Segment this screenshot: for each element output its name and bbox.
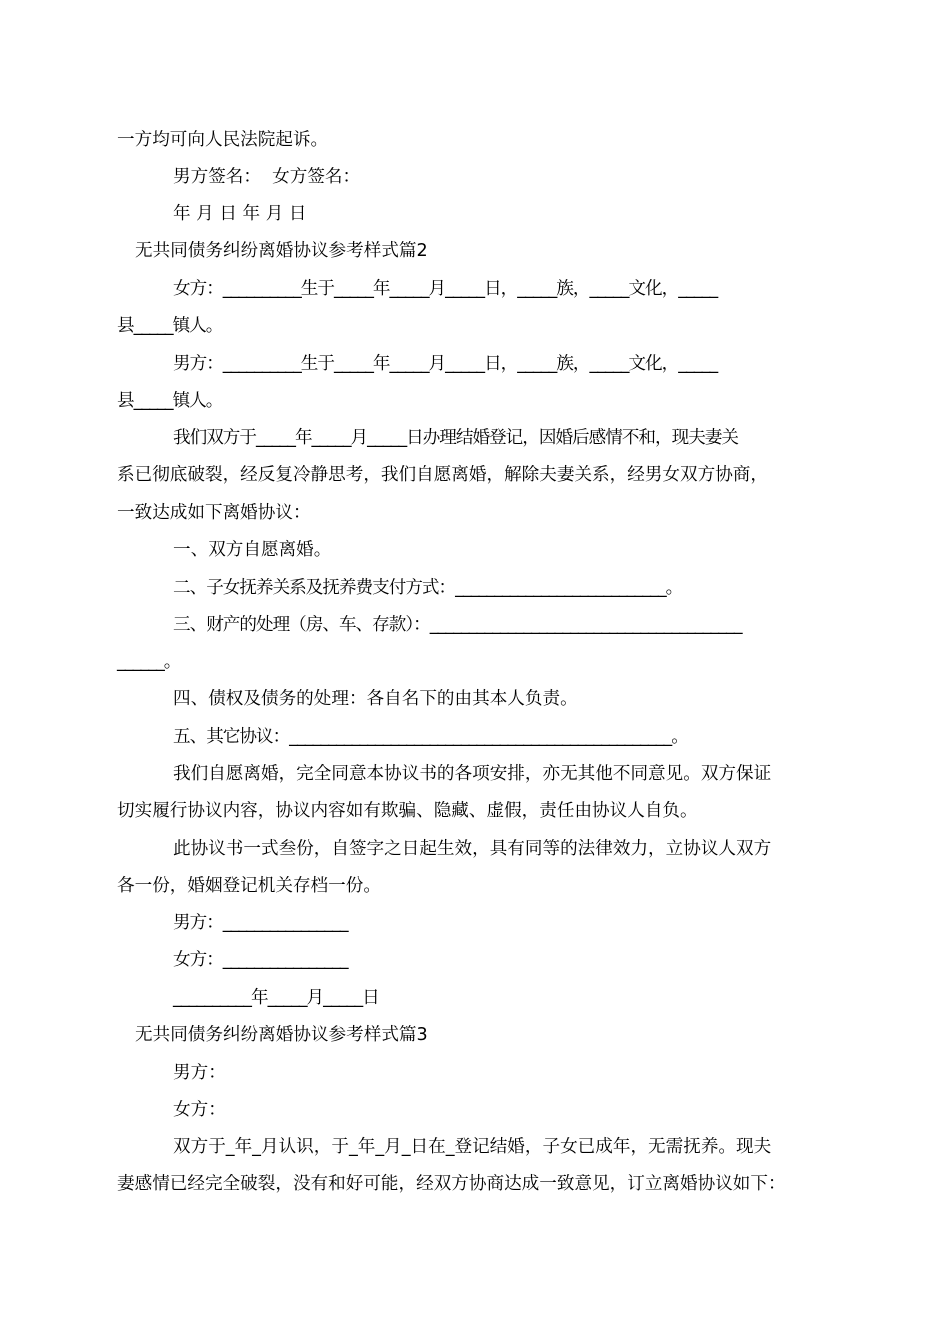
- text-line: 妻感情已经完全破裂，没有和好可能，经双方协商达成一致意见，订立离婚协议如下：: [117, 1174, 786, 1194]
- text-line: 我们双方于_____年_____月_____日办理结婚登记，因婚后感情不和，现夫妻关: [173, 428, 738, 448]
- text-line: 切实履行协议内容，协议内容如有欺骗、隐藏、虚假，责任由协议人自负。: [117, 801, 698, 821]
- clause-line: 五、其它协议：_________________________________________________。: [173, 727, 688, 747]
- section-title: 无共同债务纠纷离婚协议参考样式篇3: [135, 1025, 428, 1045]
- text-line: 女方：: [173, 1100, 226, 1120]
- signature-line: 男方签名： 女方签名：: [173, 167, 361, 187]
- date-line: __________年_____月_____日: [173, 988, 379, 1008]
- section-title: 无共同债务纠纷离婚协议参考样式篇2: [135, 241, 428, 261]
- text-line: 双方于_年_月认识，于_年_月_日在_登记结婚，子女已成年，无需抚养。现夫: [173, 1137, 772, 1157]
- text-line: 一致达成如下离婚协议：: [117, 503, 311, 523]
- clause-line: 一、双方自愿离婚。: [173, 540, 332, 560]
- text-line: 一方均可向人民法院起诉。: [117, 130, 329, 150]
- text-line: 县_____镇人。: [117, 316, 223, 336]
- clause-line: 四、债权及债务的处理：各自名下的由其本人负责。: [173, 689, 578, 709]
- signature-line: 女方：________________: [173, 950, 348, 970]
- text-line: 男方：: [173, 1063, 226, 1083]
- text-line: 县_____镇人。: [117, 391, 223, 411]
- clause-line: 二、子女抚养关系及抚养费支付方式：___________________________。: [173, 578, 683, 598]
- text-line: 各一份，婚姻登记机关存档一份。: [117, 876, 381, 896]
- text-line: ______。: [117, 652, 181, 672]
- text-line: 我们自愿离婚，完全同意本协议书的各项安排，亦无其他不同意见。双方保证: [173, 764, 772, 784]
- text-line: 系已彻底破裂，经反复冷静思考，我们自愿离婚，解除夫妻关系，经男女双方协商，: [117, 465, 768, 485]
- clause-line: 三、财产的处理（房、车、存款）：________________________________________: [173, 615, 742, 635]
- date-line: 年 月 日 年 月 日: [173, 204, 307, 224]
- signature-line: 男方：________________: [173, 913, 348, 933]
- text-line: 此协议书一式叁份，自签字之日起生效，具有同等的法律效力，立协议人双方: [173, 839, 772, 859]
- text-line: 男方：__________生于_____年_____月_____日，_____族，_____文化，_____: [173, 354, 718, 374]
- text-line: 女方：__________生于_____年_____月_____日，_____族，_____文化，_____: [173, 279, 718, 299]
